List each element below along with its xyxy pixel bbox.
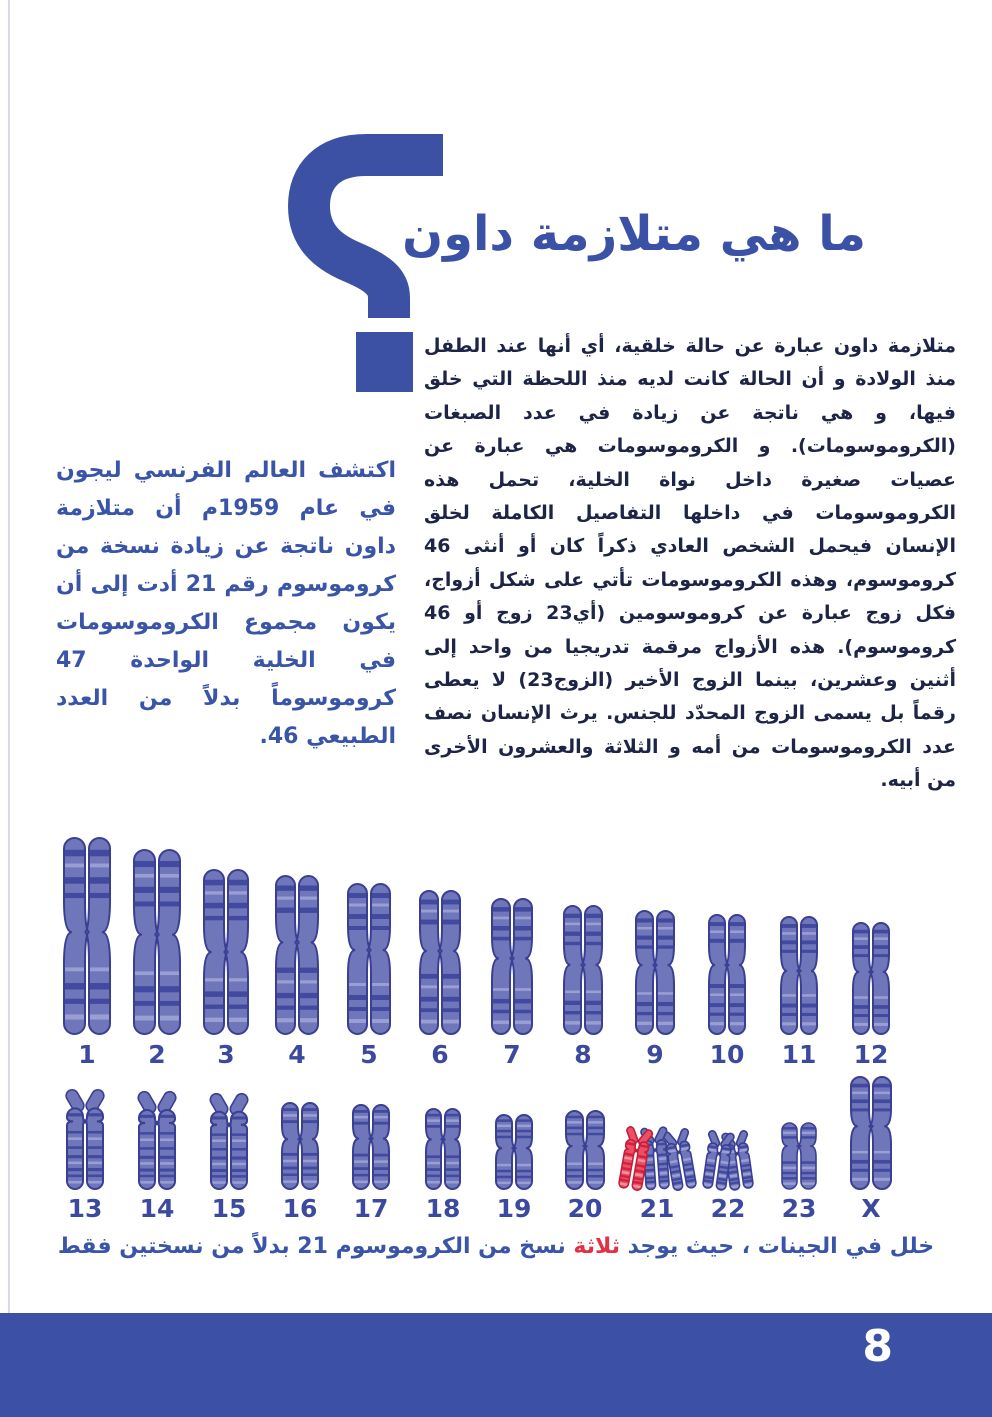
chromosome-label-19: 19 (496, 1194, 532, 1223)
chromosome (708, 914, 746, 1035)
chromosome-group-16 (281, 1102, 319, 1190)
chromosome (352, 1104, 390, 1190)
chromosome-label-10: 10 (709, 1040, 745, 1069)
chromosome (275, 875, 319, 1035)
chromosome (565, 1110, 605, 1190)
caption-highlight: ثلاثة (573, 1234, 620, 1259)
chromosome-group-2 (133, 849, 181, 1035)
chromosome-group-21 (618, 1130, 697, 1190)
chromosome-group-15 (210, 1096, 248, 1190)
chromosome-label-9: 9 (646, 1040, 664, 1069)
chromosome-group-14 (138, 1094, 176, 1190)
chromosome-group-13 (66, 1092, 104, 1190)
chromosome (495, 1114, 533, 1190)
chromosome (491, 898, 533, 1035)
chromosome-label-15: 15 (211, 1194, 247, 1223)
chromosome-group-18 (425, 1108, 461, 1190)
chromosome (780, 916, 818, 1035)
chromosome (641, 1129, 670, 1191)
chromosome (852, 922, 890, 1035)
chromosome-label-22: 22 (710, 1194, 746, 1223)
chromosome-group-8 (563, 905, 603, 1035)
chromosome-group-4 (275, 875, 319, 1035)
chromosome-label-16: 16 (282, 1194, 318, 1223)
page-title: ما هي متلازمة داون (402, 206, 866, 262)
chromosome-label-6: 6 (431, 1040, 449, 1069)
caption-text-start: خلل في الجينات ، حيث يوجد (619, 1234, 935, 1259)
chromosome-group-6 (419, 890, 461, 1035)
chromosome-group-5 (347, 883, 391, 1035)
chromosome-extra-red (617, 1129, 652, 1192)
chromosome (66, 1092, 104, 1190)
chromosome (419, 890, 461, 1035)
chromosome-group-9 (635, 910, 675, 1035)
chromosome-label-17: 17 (353, 1194, 389, 1223)
chromosome-label-13: 13 (67, 1194, 103, 1223)
chromosome-label-5: 5 (360, 1040, 378, 1069)
chromosome (663, 1131, 698, 1192)
chromosome-label-20: 20 (567, 1194, 603, 1223)
chromosome (701, 1133, 734, 1192)
chromosome (635, 910, 675, 1035)
chromosome-label-18: 18 (425, 1194, 461, 1223)
chromosome-group-1 (63, 837, 111, 1035)
chromosome (781, 1122, 817, 1190)
chromosome-label-21: 21 (639, 1194, 675, 1223)
chromosome-group-19 (495, 1114, 533, 1190)
chromosome (347, 883, 391, 1035)
chromosome-group-7 (491, 898, 533, 1035)
chromosome-label-1: 1 (78, 1040, 96, 1069)
chromosome (203, 869, 249, 1035)
chromosome-label-14: 14 (139, 1194, 175, 1223)
chromosome (563, 905, 603, 1035)
chromosome-label-X: X (861, 1194, 881, 1223)
chromosome (281, 1102, 319, 1190)
chromosome-group-17 (352, 1104, 390, 1190)
footer-bar (0, 1313, 992, 1417)
chromosome-label-23: 23 (781, 1194, 817, 1223)
figure-caption (0, 1234, 992, 1259)
page-number: 8 (862, 1321, 893, 1372)
chromosome (210, 1096, 248, 1190)
chromosome-group-22 (702, 1134, 754, 1190)
chromosome-group-20 (565, 1110, 605, 1190)
left-edge-rule (8, 0, 10, 1417)
chromosome-label-4: 4 (288, 1040, 306, 1069)
chromosome-label-7: 7 (503, 1040, 521, 1069)
chromosome-label-3: 3 (217, 1040, 235, 1069)
chromosome (138, 1094, 176, 1190)
chromosome-group-3 (203, 869, 249, 1035)
chromosome (722, 1133, 755, 1192)
chromosome-group-12 (852, 922, 890, 1035)
chromosome (63, 837, 111, 1035)
chromosome-label-8: 8 (574, 1040, 592, 1069)
chromosome-label-11: 11 (781, 1040, 817, 1069)
chromosome-group-X (850, 1076, 892, 1190)
caption-text-end: نسخ من الكروموسوم 21 بدلاً من نسختين فقط (57, 1234, 574, 1259)
body-paragraph: متلازمة داون عبارة عن حالة خلقية، أي أنها عند الطفل منذ الولادة و أن الحالة كانت لديه منذ اللحظة التي خلق فيها، و هي ناتجة عن زيادة في عدد الصبغات (الكروموسومات). و الكروموسومات هي عبارة عن عصيات صغيرة داخل نواة الخلية، تحمل هذه الكروموسومات في داخلها التفاصيل الكاملة لخلق الإنسان فيحمل الشخص العادي ذكراً كان أو أنثى 46 كروموسوم، وهذه الكروموسومات تأتي على شكل أزواج، فكل زوج عبارة عن كروموسومين (أي23 زوج أو 46 كروموسوم). هذه الأزواج مرقمة تدريجيا من واحد إلى أثنين وعشرين، بينما الزوج الأخير (الزوج23) لا يعطى رقماً بل يسمى الزوج المحدّد للجنس. يرث الإنسان نصف عدد الكروموسومات من أمه و الثلاثة والعشرون الأخرى من أبيه. (424, 335, 956, 792)
chromosome-label-2: 2 (148, 1040, 166, 1069)
chromosome (133, 849, 181, 1035)
chromosome-group-23 (781, 1122, 817, 1190)
chromosome (425, 1108, 461, 1190)
chromosome-label-12: 12 (853, 1040, 889, 1069)
chromosome (850, 1076, 892, 1190)
chromosome-group-11 (780, 916, 818, 1035)
side-paragraph: اكتشف العالم الفرنسي ليجون في عام 1959م أن متلازمة داون ناتجة عن زيادة نسخة من كروموسوم رقم 21 أدت إلى أن يكون مجموع الكروموسومات في الخلية الواحدة 47 كروموسوماً بدلاً من العدد الطبيعي 46. (56, 458, 396, 749)
chromosome-group-10 (708, 914, 746, 1035)
